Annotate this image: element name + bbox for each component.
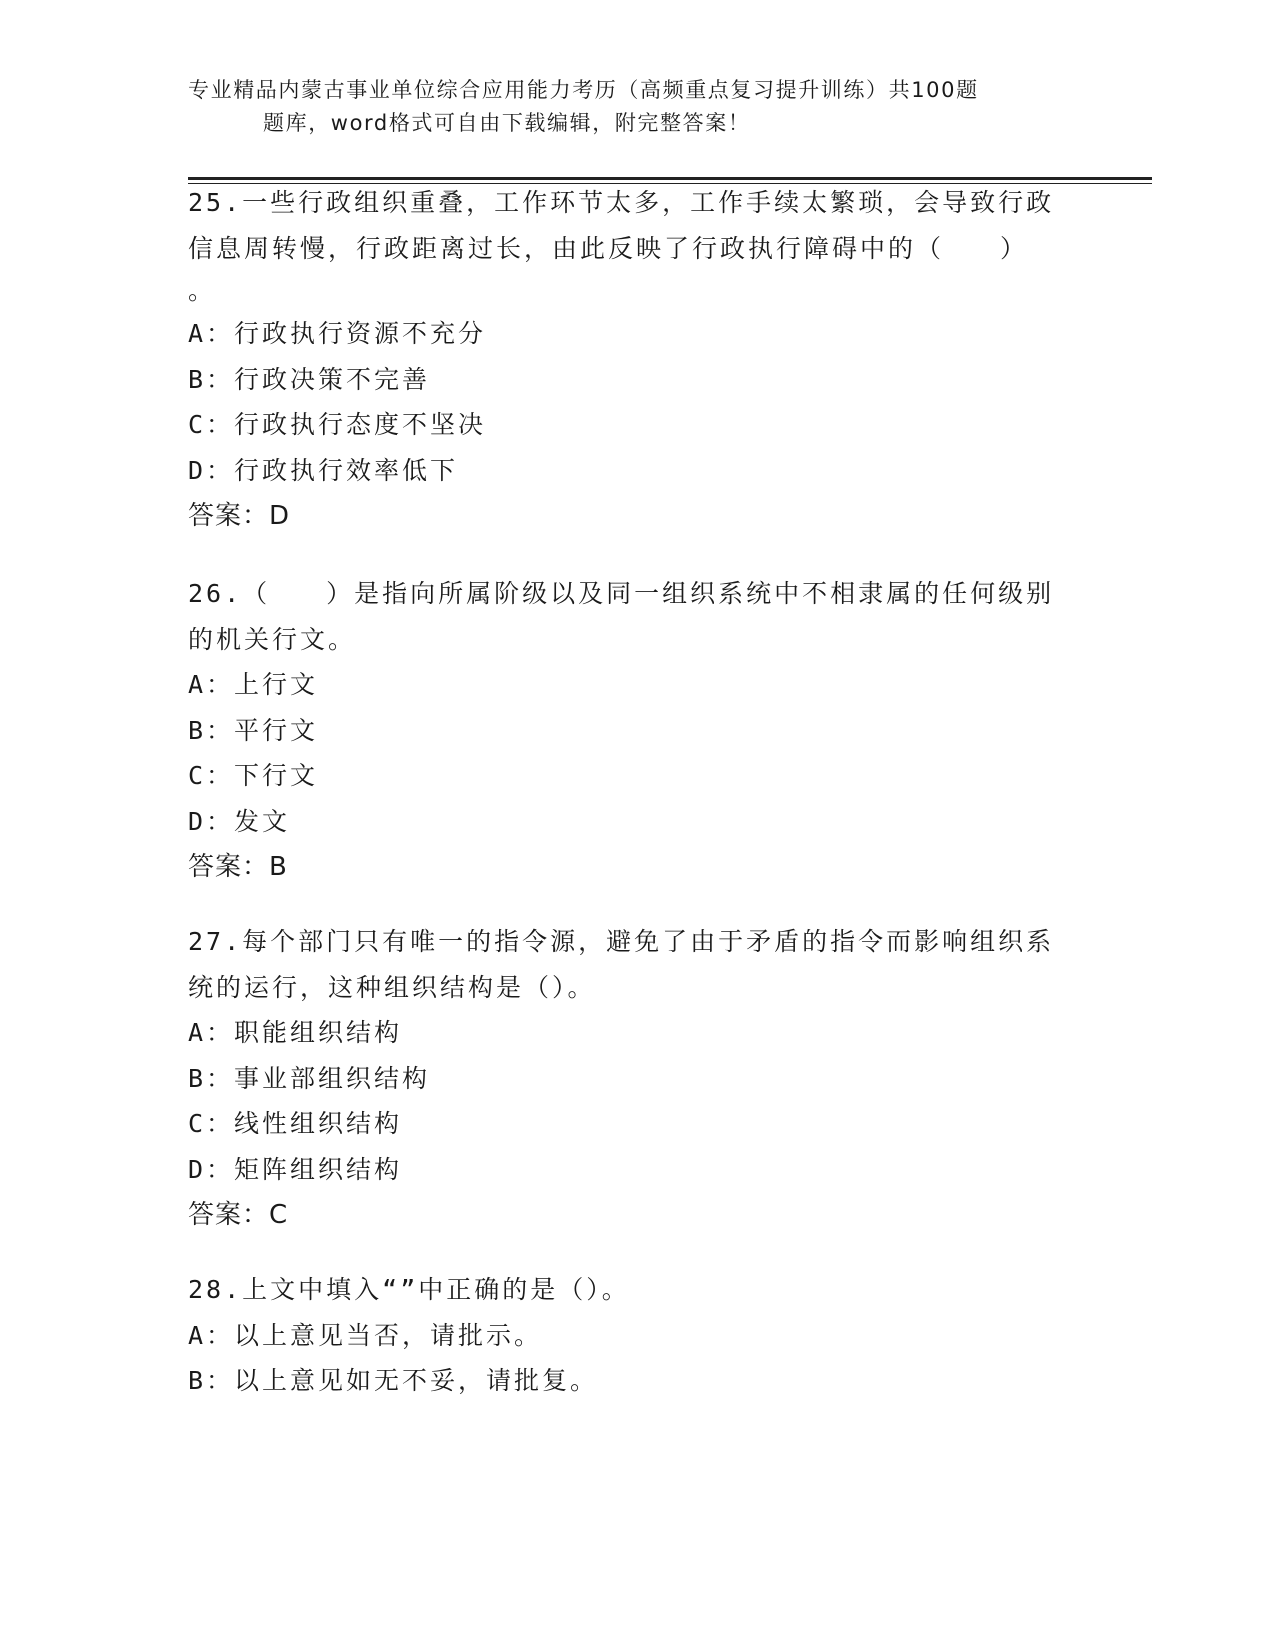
question-stem-line: 信息周转慢，行政距离过长，由此反映了行政执行障碍中的（ ） xyxy=(188,233,1029,263)
option-d: D：发文 xyxy=(188,806,291,836)
question-25 xyxy=(188,180,1088,539)
option-c: C：行政执行态度不坚决 xyxy=(188,410,487,440)
option-a: A：上行文 xyxy=(188,670,319,700)
question-stem-line: 的机关行文。 xyxy=(188,624,357,654)
header-title-line-1: 专业精品内蒙古事业单位综合应用能力考历（高频重点复习提升训练）共100题 xyxy=(188,78,979,102)
question-stem-line: 27.每个部门只有唯一的指令源，避免了由于矛盾的指令而影响组织系 xyxy=(188,927,1055,956)
answer-label: 答案：B xyxy=(188,851,288,882)
option-c: C：线性组织结构 xyxy=(188,1109,403,1139)
option-a: A：以上意见当否，请批示。 xyxy=(188,1320,543,1350)
answer-label: 答案：C xyxy=(188,1199,289,1230)
option-a: A：职能组织结构 xyxy=(188,1018,403,1048)
header-title-line-2: 题库，word格式可自由下载编辑，附完整答案！ xyxy=(263,111,751,135)
option-b: B：平行文 xyxy=(188,715,319,745)
question-stem-line: 25.一些行政组织重叠，工作环节太多，工作手续太繁琐，会导致行政 xyxy=(188,188,1055,217)
question-stem-line: 。 xyxy=(188,276,217,306)
option-a: A：行政执行资源不充分 xyxy=(188,319,487,349)
option-c: C：下行文 xyxy=(188,761,319,791)
question-stem-line: 28.上文中填入“”中正确的是（）。 xyxy=(188,1275,630,1304)
question-27 xyxy=(188,919,1088,1238)
question-28 xyxy=(188,1267,1088,1404)
option-b: B：行政决策不完善 xyxy=(188,364,431,394)
option-b: B：以上意见如无不妥，请批复。 xyxy=(188,1366,599,1396)
answer-label: 答案：D xyxy=(188,500,291,531)
option-d: D：行政执行效率低下 xyxy=(188,455,459,485)
document-header xyxy=(188,74,1068,140)
question-stem-line: 26.（ ）是指向所属阶级以及同一组织系统中不相隶属的任何级别 xyxy=(188,579,1055,608)
option-b: B：事业部组织结构 xyxy=(188,1063,431,1093)
question-stem-line: 统的运行，这种组织结构是（）。 xyxy=(188,972,596,1002)
question-26 xyxy=(188,571,1088,890)
option-d: D：矩阵组织结构 xyxy=(188,1154,403,1184)
